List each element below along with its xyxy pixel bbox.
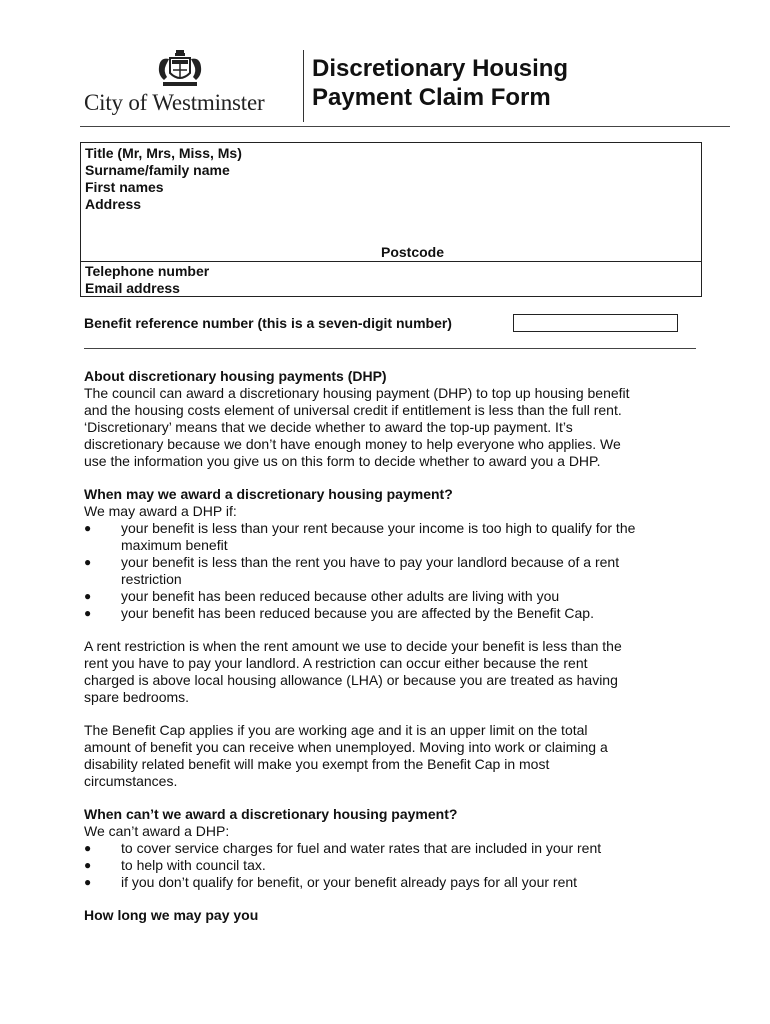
benefit-cap-line: disability related benefit will make you exempt from the Benefit Cap in most (84, 756, 550, 772)
when-may-list (84, 520, 704, 622)
bullet-icon: ● (84, 875, 92, 889)
bullet-icon: ● (84, 555, 92, 569)
benefit-cap-line: The Benefit Cap applies if you are working age and it is an upper limit on the total (84, 722, 588, 738)
when-may-intro: We may award a DHP if: (84, 503, 237, 519)
list-item: ● your benefit is less than your rent because your income is too high to qualify for the (84, 520, 636, 536)
address-label: Address (85, 196, 142, 212)
about-line: use the information you give us on this form to decide whether to award you a DHP. (84, 453, 601, 469)
surname-label: Surname/family name (85, 162, 230, 178)
postcode-label: Postcode (381, 244, 445, 260)
section-divider (84, 348, 696, 349)
council-name: City of Westminster (84, 90, 265, 115)
when-cant-list (84, 840, 704, 891)
about-line: discretionary because we don’t have enough money to help everyone who applies. We (84, 436, 621, 452)
bullet-icon: ● (84, 589, 92, 603)
when-may-heading: When may we award a discretionary housing payment? (84, 486, 453, 502)
benefit-reference-label: Benefit reference number (this is a seven-digit number) (84, 315, 452, 331)
rent-restriction-line: A rent restriction is when the rent amount we use to decide your benefit is less than the (84, 638, 622, 654)
contact-details-box[interactable] (80, 261, 702, 297)
westminster-crest-icon (155, 49, 205, 89)
about-heading: About discretionary housing payments (DHP) (84, 368, 387, 384)
bullet-icon: ● (84, 521, 92, 535)
list-item: ● if you don’t qualify for benefit, or your benefit already pays for all your rent (84, 874, 578, 890)
bullet-icon: ● (84, 841, 92, 855)
form-title-line-2: Payment Claim Form (312, 84, 551, 111)
page-header (80, 44, 730, 126)
telephone-label: Telephone number (85, 263, 210, 279)
when-cant-intro: We can’t award a DHP: (84, 823, 230, 839)
list-item-continuation: restriction (121, 571, 182, 587)
form-title (312, 54, 642, 112)
about-line: The council can award a discretionary housing payment (DHP) to top up housing benefit (84, 385, 630, 401)
benefit-reference-input[interactable] (513, 314, 678, 332)
list-item: ● to help with council tax. (84, 857, 266, 873)
list-item: ● your benefit has been reduced because other adults are living with you (84, 588, 560, 604)
bullet-icon: ● (84, 606, 92, 620)
benefit-cap-line: amount of benefit you can receive when unemployed. Moving into work or claiming a (84, 739, 608, 755)
form-title-line-1: Discretionary Housing (312, 55, 569, 82)
header-rule (80, 126, 730, 127)
title-label: Title (Mr, Mrs, Miss, Ms) (85, 145, 242, 161)
list-item: ● to cover service charges for fuel and water rates that are included in your rent (84, 840, 602, 856)
list-item: ● your benefit is less than the rent you have to pay your landlord because of a rent (84, 554, 620, 570)
main-content (84, 368, 704, 924)
list-item-continuation: maximum benefit (121, 537, 228, 553)
how-long-heading: How long we may pay you (84, 907, 259, 923)
about-line: and the housing costs element of universal credit if entitlement is less than the full rent. (84, 402, 622, 418)
rent-restriction-line: spare bedrooms. (84, 689, 190, 705)
rent-restriction-line: rent you have to pay your landlord. A restriction can occur either because the rent (84, 655, 588, 671)
list-item: ● your benefit has been reduced because you are affected by the Benefit Cap. (84, 605, 594, 621)
first-names-label: First names (85, 179, 164, 195)
when-cant-heading: When can’t we award a discretionary housing payment? (84, 806, 458, 822)
rent-restriction-line: charged is above local housing allowance (LHA) or because you are treated as having (84, 672, 618, 688)
about-line: ‘Discretionary’ means that we decide whether to award the top-up payment. It’s (84, 419, 573, 435)
benefit-cap-line: circumstances. (84, 773, 178, 789)
header-divider (303, 50, 304, 122)
email-label: Email address (85, 280, 180, 296)
personal-details-box[interactable] (80, 142, 702, 262)
bullet-icon: ● (84, 858, 92, 872)
